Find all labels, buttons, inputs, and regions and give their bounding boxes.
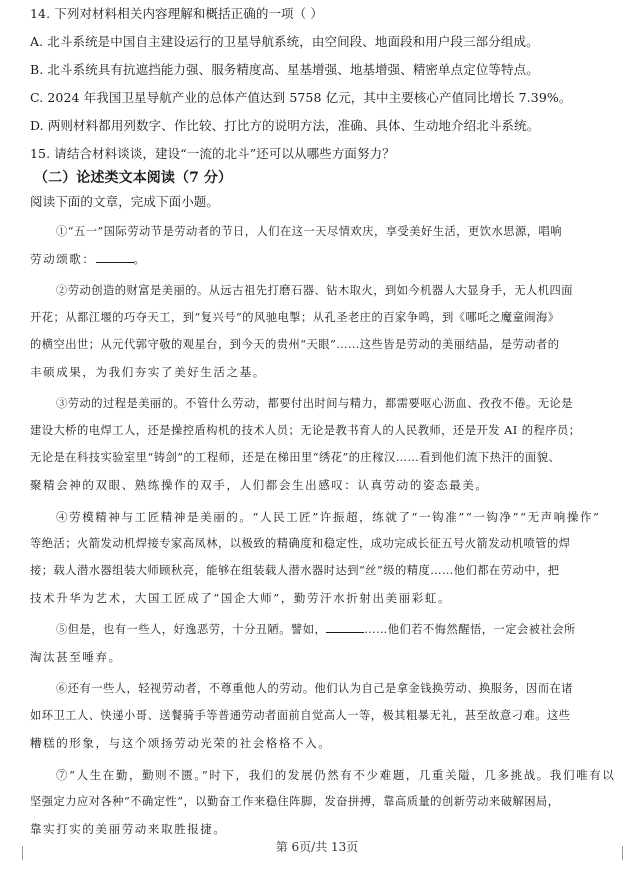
essay-p7-line2: 坚强定力应对各种“不确定性”，以勤奋工作来稳住阵脚，发奋拼搏，靠高质量的创新劳动来破解困局， bbox=[30, 795, 560, 808]
answer-blank bbox=[326, 622, 364, 633]
essay-p2-line1: ②劳动创造的财富是美丽的。从远古祖先打磨石器、钻木取火，到如今机器人大显身手，无人机四面 bbox=[56, 284, 574, 297]
essay-p3-line4: 聚精会神的双眼、熟练操作的双手，人们都会生出感叹：认真劳动的姿态最美。 bbox=[30, 478, 489, 492]
essay-p4-line1: ④劳模精神与工匠精神是美丽的。“人民工匠”许振超，练就了“一钩准”“一钩净”“无声响操作” bbox=[56, 510, 601, 524]
option-b: B. 北斗系统具有抗遮挡能力强、服务精度高、星基增强、地基增强、精密单点定位等特点。 bbox=[30, 62, 539, 77]
section-instruction: 阅读下面的文章，完成下面小题。 bbox=[30, 194, 220, 209]
essay-p4-line3: 接；载人潜水器组装大师顾秋亮，能够在组装载人潜水器时达到“丝”级的精度……他们都在劳动中，把 bbox=[30, 564, 560, 577]
essay-p1-line2-end: 。 bbox=[133, 252, 147, 266]
answer-blank bbox=[96, 252, 134, 263]
option-c: C. 2024 年我国卫星导航产业的总体产值达到 5758 亿元，其中主要核心产值同比增长 7.39%。 bbox=[30, 90, 572, 105]
essay-p1-line1: ①“五一”国际劳动节是劳动者的节日，人们在这一天尽情欢庆，享受美好生活，更饮水思源，唱响 bbox=[56, 225, 563, 238]
essay-p7-line1: ⑦“人生在勤，勤则不匮。”时下，我们的发展仍然有不少难题，几重关隘，几多挑战。我们唯有以 bbox=[56, 768, 616, 782]
essay-p2-line3: 的横空出世；从元代郭守敬的观星台，到今天的贵州“天眼”……这些皆是劳动的美丽结晶，是劳动者的 bbox=[30, 338, 560, 351]
question-14: 14. 下列对材料相关内容理解和概括正确的一项（ ） bbox=[30, 6, 323, 21]
page-corner-mark bbox=[22, 846, 33, 860]
section-heading: （二）论述类文本阅读（7 分） bbox=[34, 170, 233, 186]
page-corner-mark bbox=[612, 846, 623, 860]
essay-p3-line3: 无论是在科技实验室里“铸剑”的工程师，还是在梯田里“绣花”的庄稼汉……看到他们流下热汗的面貌、 bbox=[30, 451, 561, 464]
essay-p6-line1: ⑥还有一些人，轻视劳动者，不尊重他人的劳动。他们认为自己是拿金钱换劳动、换服务，因而在诸 bbox=[56, 682, 574, 695]
page-number: 第 6页/共 13页 bbox=[275, 840, 359, 854]
essay-p7-line3: 靠实打实的美丽劳动来取胜报捷。 bbox=[30, 822, 227, 836]
essay-p5-line1-rest: ……他们若不悔然醒悟，一定会被社会所 bbox=[364, 623, 576, 636]
essay-p5-line1-text: ⑤但是，也有一些人，好逸恶劳，十分丑陋。譬如， bbox=[56, 623, 327, 636]
essay-p6-line3: 糟糕的形象，与这个颂扬劳动光荣的社会格格不入。 bbox=[30, 736, 332, 750]
essay-p2-line4: 丰硕成果，为我们夯实了美好生活之基。 bbox=[30, 365, 266, 379]
essay-p3-line2: 建设大桥的电焊工人，还是操控盾构机的技术人员；无论是教书育人的人民教师，还是开发 AI 的程序员； bbox=[30, 424, 581, 437]
essay-p1-line2 bbox=[30, 251, 147, 267]
question-15: 15. 请结合材料谈谈，建设“一流的北斗”还可以从哪些方面努力？ bbox=[30, 146, 395, 161]
essay-p5-line2: 淘汰甚至唾弃。 bbox=[30, 650, 122, 664]
essay-p3-line1: ③劳动的过程是美丽的。不管什么劳动，都要付出时间与精力，都需要呕心沥血、孜孜不倦。无论是 bbox=[56, 397, 574, 410]
option-a: A. 北斗系统是中国自主建设运行的卫星导航系统，由空间段、地面段和用户段三部分组成。 bbox=[30, 34, 539, 49]
essay-p4-line2: 等绝活；火箭发动机焊接专家高凤林，以极致的精确度和稳定性，成功完成长征五号火箭发动机喷管的焊 bbox=[30, 537, 571, 550]
essay-p4-line4: 技术升华为艺术，大国工匠成了“国企大师”，勤劳汗水折射出美丽彩虹。 bbox=[30, 591, 452, 605]
essay-p5-line1 bbox=[56, 622, 576, 638]
option-d: D. 两则材料都用列数字、作比较、打比方的说明方法，准确、具体、生动地介绍北斗系统。 bbox=[30, 118, 540, 133]
essay-p2-line2: 开花；从都江堰的巧夺天工，到“复兴号”的风驰电掣；从孔圣老庄的百家争鸣，到《哪吒之魔童闹海》 bbox=[30, 311, 560, 324]
essay-p1-line2-text: 劳动颂歌： bbox=[30, 252, 96, 266]
essay-p6-line2: 如环卫工人、快递小哥、送餐骑手等普通劳动者面前自觉高人一等，极其粗暴无礼，甚至故意刁难。这些 bbox=[30, 709, 571, 722]
